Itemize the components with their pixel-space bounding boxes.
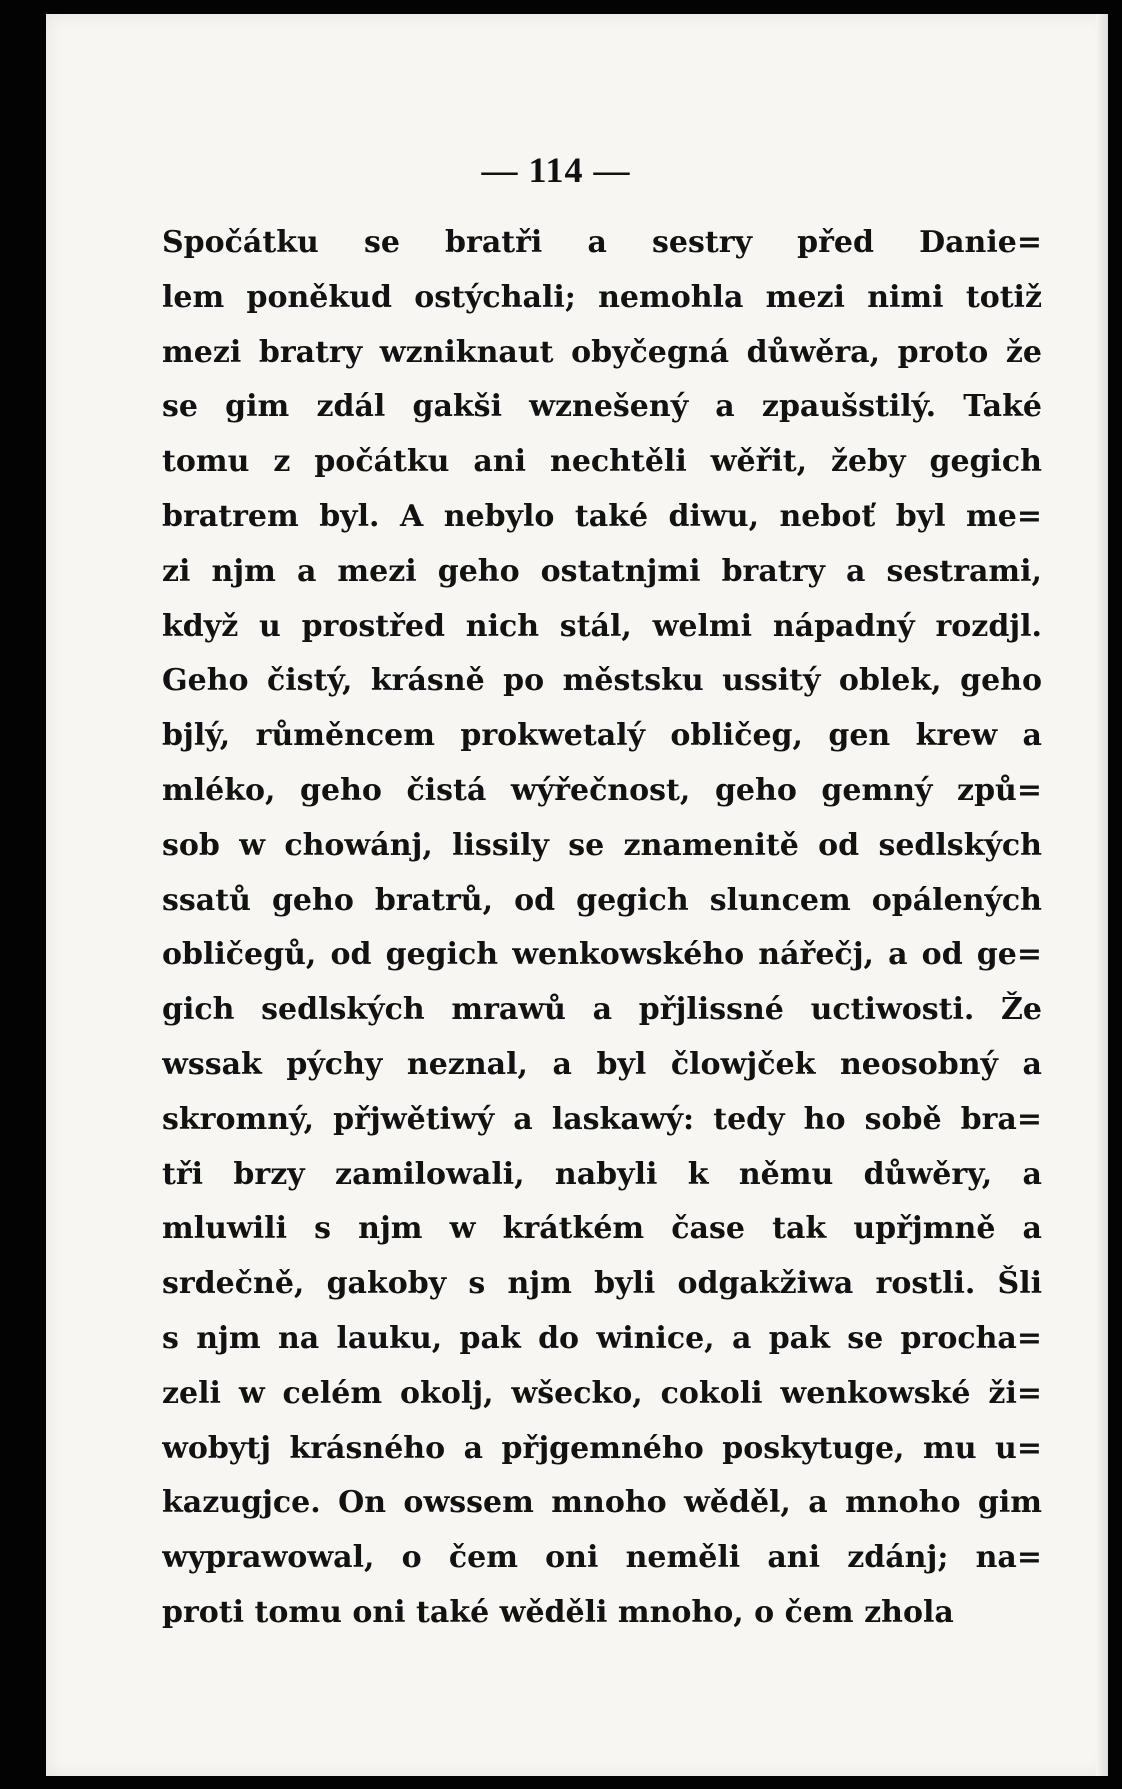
text-line: ssatů geho bratrů, od gegich sluncem opálených [162,882,1042,918]
text-line: Spočátku se bratři a sestry před Danie= [162,225,1042,260]
page-number: — 114 — [481,150,631,190]
text-line: lem poněkud ostýchali; nemohla mezi nimi totiž [162,279,1042,315]
text-line: se gim zdál gakši wznešený a zpaušstilý. Také [162,389,1042,425]
text-line: když u prostřed nich stál, welmi nápadný rozdjl. [162,608,1042,644]
text-line: proti tomu oni také wěděli mnoho, o čem zhola [162,1594,954,1630]
text-line: zeli w celém okolj, wšecko, cokoli wenkowské ži= [162,1375,1042,1411]
text-line: tři brzy zamilowali, nabyli k němu důwěry, a [162,1156,1042,1192]
text-line: wobytj krásného a přjgemného poskytuge, mu u= [162,1430,1042,1466]
text-line: tomu z počátku ani nechtěli wěřit, žeby gegich [162,444,1042,480]
text-line: mluwili s njm w krátkém čase tak upřjmně a [162,1211,1042,1247]
text-line: skromný, přjwětiwý a laskawý: tedy ho sobě bra= [162,1101,1042,1137]
text-line: wyprawowal, o čem oni neměli ani zdánj; na= [162,1540,1042,1576]
text-line: bratrem byl. A nebylo také diwu, neboť byl me= [162,498,1042,534]
text-line: gich sedlských mrawů a přjlissné uctiwosti. Že [162,992,1042,1028]
text-line: mléko, geho čistá wýřečnost, geho gemný způ= [162,772,1042,808]
text-line: obličegů, od gegich wenkowského nářečj, a od ge= [162,937,1042,973]
text-line: srdečně, gakoby s njm byli odgakžiwa rostli. Šli [162,1266,1042,1302]
text-line: wssak pýchy neznal, a byl člowjček neosobný a [162,1046,1042,1082]
text-line: zi njm a mezi geho ostatnjmi bratry a sestrami, [162,553,1042,589]
text-line: s njm na lauku, pak do winice, a pak se procha= [162,1320,1042,1356]
text-line: Geho čistý, krásně po městsku ussitý oblek, geho [162,663,1042,699]
text-line: mezi bratry wzniknaut obyčegná důwěra, proto že [162,334,1042,370]
text-line: kazugjce. On owssem mnoho wěděl, a mnoho gim [162,1485,1042,1521]
text-line: sob w chowánj, lissily se znamenitě od sedlských [162,827,1042,863]
text-line: bjlý, růměncem prokwetalý obličeg, gen krew a [162,718,1042,754]
page-edge-shadow [1096,14,1108,1776]
book-page [46,14,1108,1776]
body-text [162,216,1042,1641]
